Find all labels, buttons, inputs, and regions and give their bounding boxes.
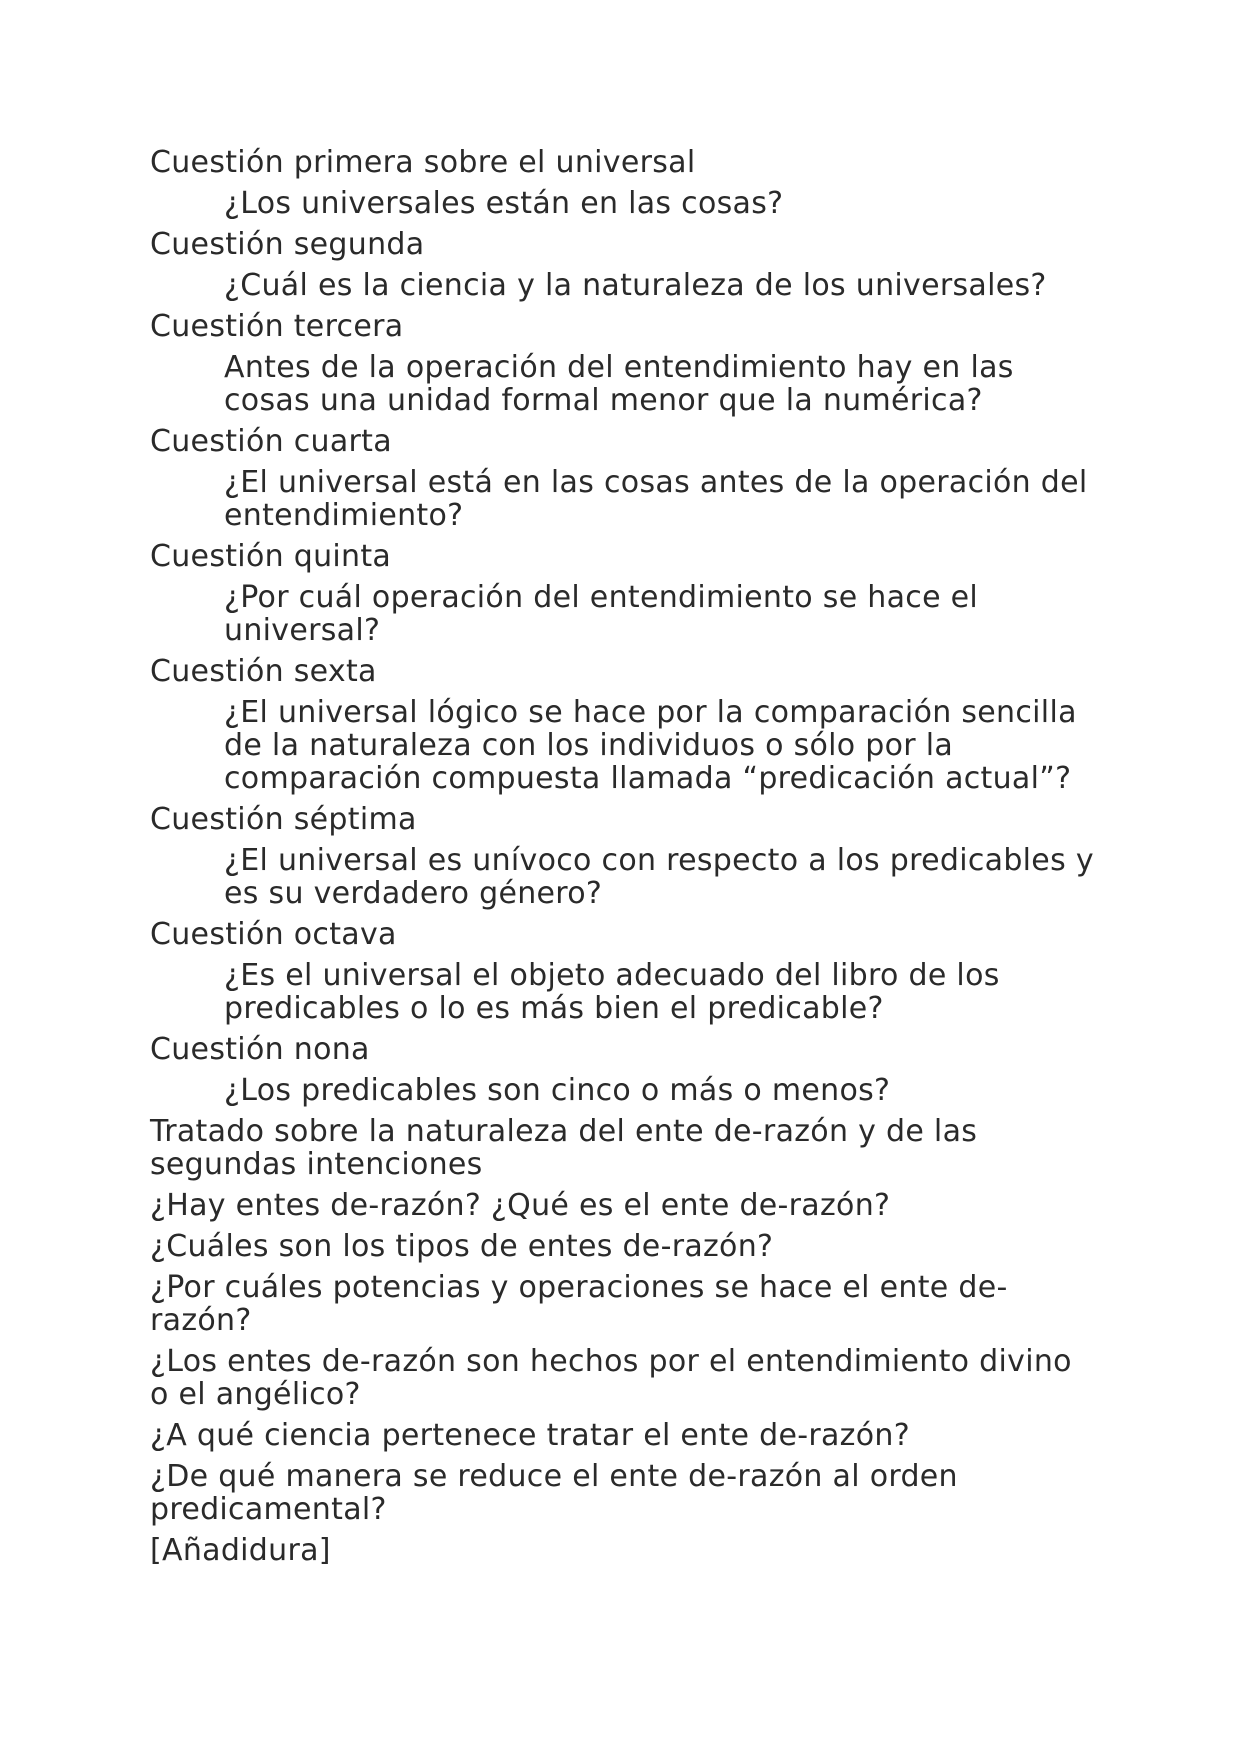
toc-treatise-item-7[interactable]: [Añadidura]: [150, 1533, 331, 1568]
toc-question-4-text[interactable]: ¿El universal está en las cosas antes de la operación del entendimiento?: [224, 465, 1088, 533]
toc-treatise-item-5[interactable]: ¿A qué ciencia pertenece tratar el ente de-razón?: [150, 1418, 910, 1453]
toc-question-8-text[interactable]: ¿Es el universal el objeto adecuado del libro de los predicables o lo es más bien el predicable?: [224, 958, 1000, 1026]
toc-question-7-title[interactable]: Cuestión séptima: [150, 802, 417, 837]
toc-treatise-item-4[interactable]: ¿Los entes de-razón son hechos por el entendimiento divino o el angélico?: [150, 1344, 1072, 1412]
toc-treatise-item-1[interactable]: ¿Hay entes de-razón? ¿Qué es el ente de-razón?: [150, 1188, 891, 1223]
toc-treatise-item-3[interactable]: ¿Por cuáles potencias y operaciones se hace el ente de-razón?: [150, 1270, 1008, 1338]
toc-question-9-title[interactable]: Cuestión nona: [150, 1032, 370, 1067]
toc-question-1-title[interactable]: Cuestión primera sobre el universal: [150, 145, 696, 180]
toc-question-3-title[interactable]: Cuestión tercera: [150, 309, 404, 344]
toc-list: [150, 146, 1100, 1567]
toc-question-8-title[interactable]: Cuestión octava: [150, 917, 397, 952]
toc-question-2-text[interactable]: ¿Cuál es la ciencia y la naturaleza de los universales?: [224, 268, 1047, 303]
table-of-contents: [150, 146, 1100, 1575]
toc-question-6-text[interactable]: ¿El universal lógico se hace por la comparación sencilla de la naturaleza con los individuos o sólo por la comparación compuesta llamada “predicación actual”?: [224, 695, 1077, 796]
toc-question-7-text[interactable]: ¿El universal es unívoco con respecto a los predicables y es su verdadero género?: [224, 843, 1094, 911]
toc-question-9-text[interactable]: ¿Los predicables son cinco o más o menos?: [224, 1073, 891, 1108]
toc-treatise-item-2[interactable]: ¿Cuáles son los tipos de entes de-razón?: [150, 1229, 774, 1264]
toc-question-2-title[interactable]: Cuestión segunda: [150, 227, 425, 262]
toc-treatise-title[interactable]: Tratado sobre la naturaleza del ente de-razón y de las segundas intenciones: [150, 1114, 978, 1182]
toc-question-5-title[interactable]: Cuestión quinta: [150, 539, 392, 574]
toc-question-6-title[interactable]: Cuestión sexta: [150, 654, 377, 689]
toc-question-5-text[interactable]: ¿Por cuál operación del entendimiento se hace el universal?: [224, 580, 979, 648]
toc-question-1-text[interactable]: ¿Los universales están en las cosas?: [224, 186, 784, 221]
toc-treatise-item-6[interactable]: ¿De qué manera se reduce el ente de-razón al orden predicamental?: [150, 1459, 958, 1527]
toc-question-4-title[interactable]: Cuestión cuarta: [150, 424, 392, 459]
toc-question-3-text[interactable]: Antes de la operación del entendimiento hay en las cosas una unidad formal menor que la numérica?: [224, 350, 1014, 418]
